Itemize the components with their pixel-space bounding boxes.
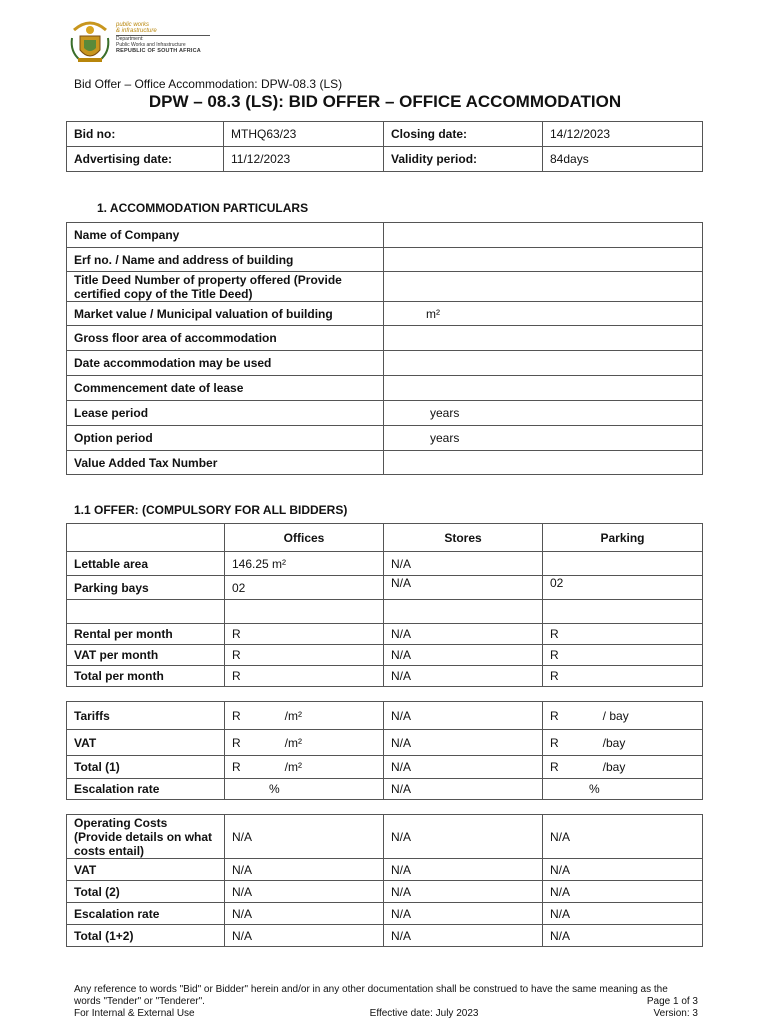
total2-offices: N/A [225, 881, 384, 903]
parking-bays-offices: 02 [225, 576, 384, 600]
advertising-date-label: Advertising date: [67, 147, 224, 172]
parking-bays-stores: N/A [384, 576, 543, 600]
total12-label: Total (1+2) [67, 925, 225, 947]
vat-offices-r: R [232, 735, 241, 750]
acc-label: Market value / Municipal valuation of building [67, 302, 384, 326]
accommodation-table [66, 222, 703, 475]
vat-stores: N/A [384, 730, 543, 756]
lettable-parking [543, 552, 703, 576]
rental-label: Rental per month [67, 624, 225, 645]
total1-stores: N/A [384, 756, 543, 779]
total12-stores: N/A [384, 925, 543, 947]
vat-month-parking: R [543, 645, 703, 666]
section11-heading: 1.1 OFFER: (COMPULSORY FOR ALL BIDDERS) [74, 503, 348, 517]
footer-use: For Internal & External Use [74, 1008, 195, 1019]
logo-republic: REPUBLIC OF SOUTH AFRICA [116, 48, 201, 54]
tariffs-stores: N/A [384, 702, 543, 730]
acc-label: Name of Company [67, 223, 384, 248]
footer [74, 984, 698, 1020]
escalation2-stores: N/A [384, 903, 543, 925]
bid-info-table [66, 121, 703, 172]
total1-offices-r: R [232, 760, 241, 774]
total1-label: Total (1) [67, 756, 225, 779]
opcosts-parking: N/A [543, 815, 703, 859]
vat-month-stores: N/A [384, 645, 543, 666]
tariffs-parking [543, 702, 703, 730]
total-month-offices: R [225, 666, 384, 687]
vat-label: VAT [67, 730, 225, 756]
acc-value [384, 326, 703, 351]
acc-label: Date accommodation may be used [67, 351, 384, 376]
col-parking: Parking [543, 524, 703, 552]
vat2-parking: N/A [543, 859, 703, 881]
lettable-stores: N/A [384, 552, 543, 576]
total12-offices: N/A [225, 925, 384, 947]
opcosts-label: Operating Costs (Provide details on what costs entail) [67, 815, 225, 859]
col-stores: Stores [384, 524, 543, 552]
tariffs-offices-r: R [232, 708, 241, 723]
escalation-stores: N/A [384, 779, 543, 800]
acc-value [384, 376, 703, 401]
tariffs-label: Tariffs [67, 702, 225, 730]
total-month-stores: N/A [384, 666, 543, 687]
logo-dept-name: Public Works and Infrastructure [116, 42, 186, 48]
validity-period-value: 84days [543, 147, 703, 172]
footer-version: Version: 3 [653, 1008, 698, 1019]
vat-parking-unit: /bay [602, 735, 626, 750]
escalation2-offices: N/A [225, 903, 384, 925]
doc-subtitle: Bid Offer – Office Accommodation: DPW-08.3 (LS) [74, 77, 343, 91]
acc-value [384, 248, 703, 272]
vat2-offices: N/A [225, 859, 384, 881]
opcosts-stores: N/A [384, 815, 543, 859]
vat-month-offices: R [225, 645, 384, 666]
acc-value: years [384, 426, 703, 451]
section1-heading: 1. ACCOMMODATION PARTICULARS [97, 201, 309, 215]
logo-line1: public works [116, 22, 150, 28]
doc-title: DPW – 08.3 (LS): BID OFFER – OFFICE ACCOMMODATION [148, 92, 622, 111]
escalation2-label: Escalation rate [67, 903, 225, 925]
footer-note-line2: words "Tender" or "Tenderer". [74, 996, 205, 1007]
parking-bays-parking: 02 [543, 576, 703, 600]
escalation-label: Escalation rate [67, 779, 225, 800]
total1-offices-unit: /m² [284, 760, 302, 774]
rental-offices: R [225, 624, 384, 645]
acc-label: Title Deed Number of property offered (Provide certified copy of the Title Deed) [67, 272, 384, 302]
acc-value [384, 223, 703, 248]
total-month-label: Total per month [67, 666, 225, 687]
bid-no-label: Bid no: [67, 122, 224, 147]
total2-label: Total (2) [67, 881, 225, 903]
vat-parking-r: R [550, 735, 559, 750]
vat-offices-unit: /m² [284, 735, 302, 750]
total1-parking-unit: /bay [602, 760, 626, 774]
total1-parking-r: R [550, 760, 559, 774]
lettable-offices: 146.25 m² [225, 552, 384, 576]
vat-offices [225, 730, 384, 756]
closing-date-label: Closing date: [384, 122, 543, 147]
tariffs-offices-unit: /m² [284, 708, 302, 723]
rental-stores: N/A [384, 624, 543, 645]
lettable-label: Lettable area [67, 552, 225, 576]
total1-parking [543, 756, 703, 779]
offer-table [66, 523, 703, 947]
acc-label: Option period [67, 426, 384, 451]
footer-note-line1: Any reference to words "Bid" or Bidder" herein and/or in any other documentation shall be construed to have the same meaning as the [74, 984, 668, 995]
vat-month-label: VAT per month [67, 645, 225, 666]
col-offices: Offices [225, 524, 384, 552]
total2-stores: N/A [384, 881, 543, 903]
rental-parking: R [543, 624, 703, 645]
vat-parking [543, 730, 703, 756]
logo-department: Department: [116, 36, 144, 42]
vat2-label: VAT [67, 859, 225, 881]
acc-value [384, 451, 703, 475]
footer-page: Page 1 of 3 [646, 996, 698, 1007]
acc-value: years [384, 401, 703, 426]
total-month-parking: R [543, 666, 703, 687]
acc-label: Erf no. / Name and address of building [67, 248, 384, 272]
opcosts-offices: N/A [225, 815, 384, 859]
acc-label: Commencement date of lease [67, 376, 384, 401]
acc-label: Value Added Tax Number [67, 451, 384, 475]
bid-no-value: MTHQ63/23 [224, 122, 384, 147]
logo-line2: & infrastructure [116, 28, 157, 34]
coat-of-arms-icon [68, 20, 112, 66]
validity-period-label: Validity period: [384, 147, 543, 172]
escalation-offices: % [225, 779, 384, 800]
acc-value [384, 272, 703, 302]
logo-text [116, 22, 210, 54]
escalation2-parking: N/A [543, 903, 703, 925]
parking-bays-label: Parking bays [67, 576, 225, 600]
tariffs-offices [225, 702, 384, 730]
acc-value: m² [384, 302, 703, 326]
tariffs-parking-r: R [550, 708, 559, 723]
total2-parking: N/A [543, 881, 703, 903]
acc-value [384, 351, 703, 376]
acc-label: Lease period [67, 401, 384, 426]
footer-effective: Effective date: July 2023 [369, 1008, 479, 1019]
acc-label: Gross floor area of accommodation [67, 326, 384, 351]
closing-date-value: 14/12/2023 [543, 122, 703, 147]
advertising-date-value: 11/12/2023 [224, 147, 384, 172]
escalation-parking: % [543, 779, 703, 800]
total12-parking: N/A [543, 925, 703, 947]
vat2-stores: N/A [384, 859, 543, 881]
tariffs-parking-unit: / bay [602, 708, 629, 723]
total1-offices [225, 756, 384, 779]
